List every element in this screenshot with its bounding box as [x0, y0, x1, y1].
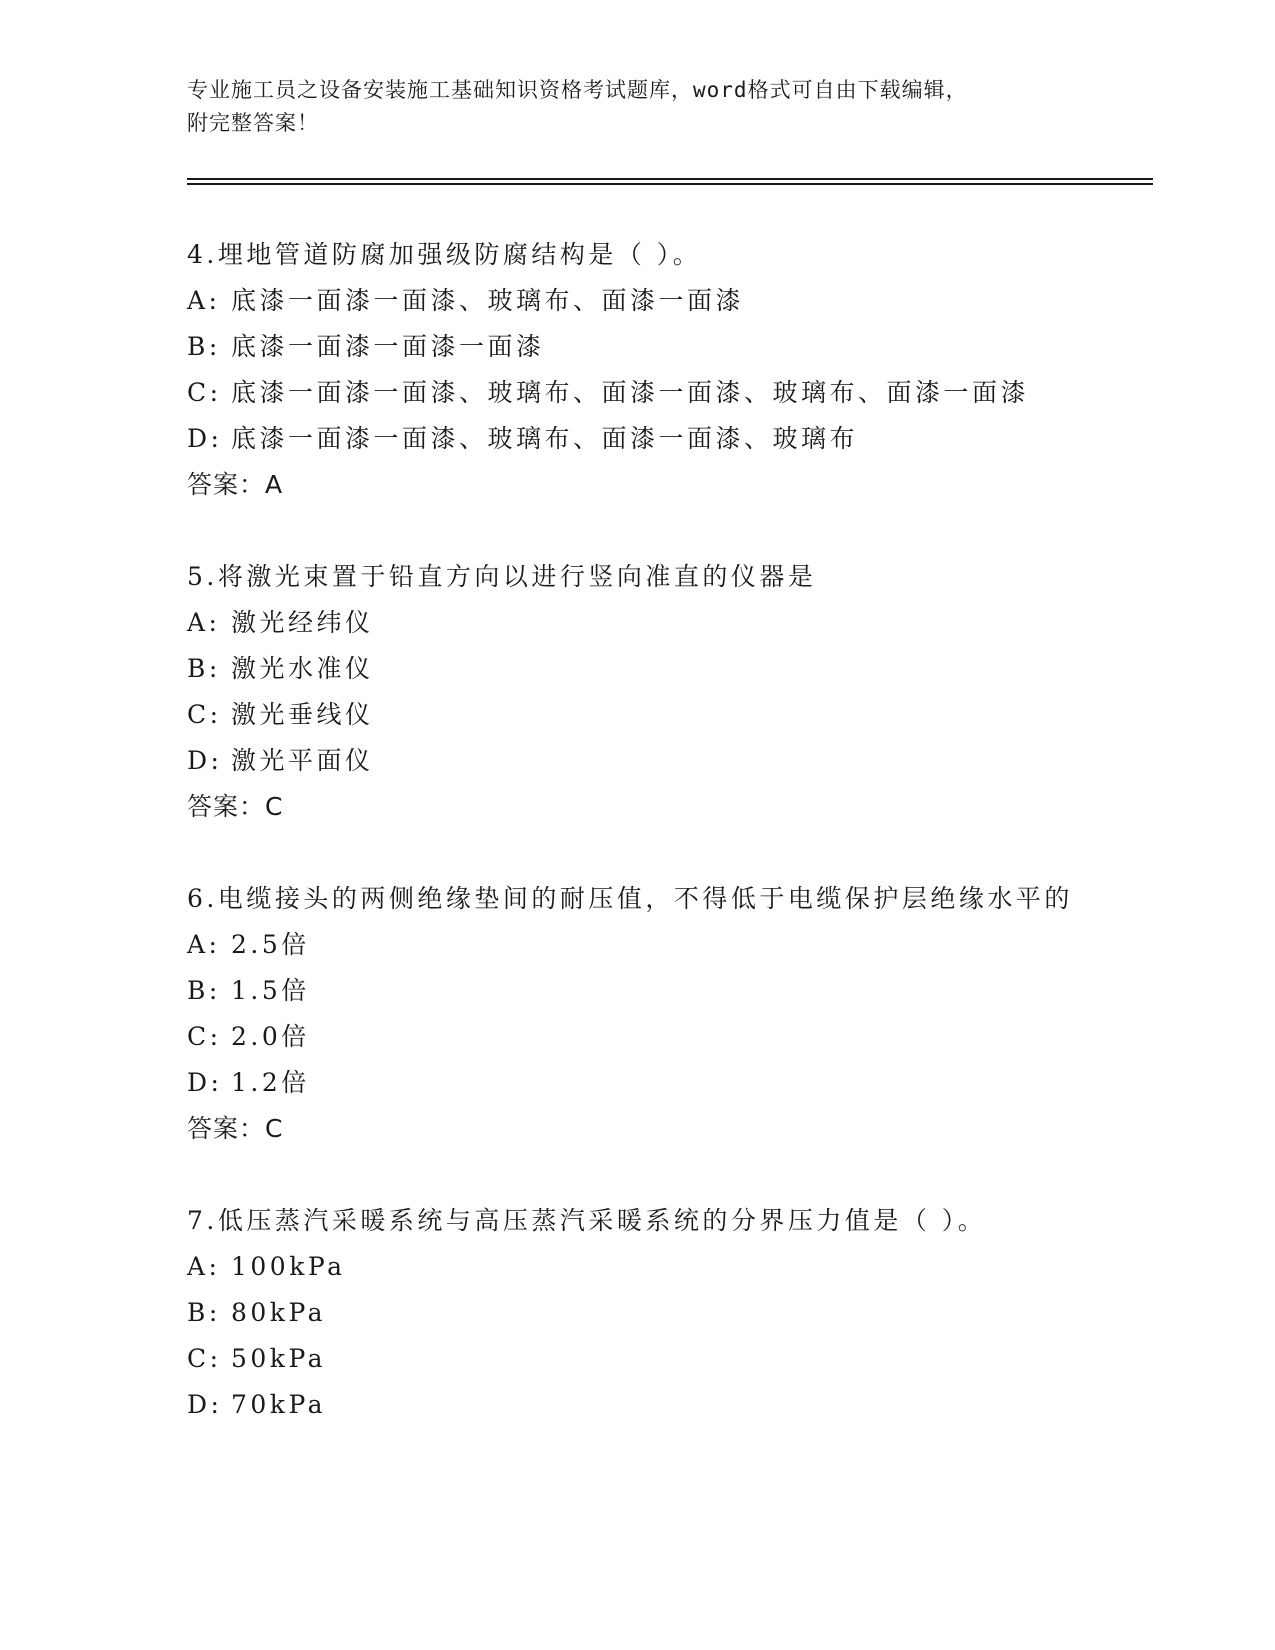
- option-letter: A:: [187, 608, 221, 637]
- header-line-2: 附完整答案！: [187, 111, 319, 135]
- option-b: [187, 646, 1087, 692]
- answer-line: 答案：C: [187, 1114, 284, 1143]
- option-text: 激光垂线仪: [231, 700, 374, 729]
- option-d: [187, 738, 1087, 784]
- answer-line: 答案：C: [187, 792, 284, 821]
- option-d: [187, 1060, 1087, 1106]
- option-letter: B:: [187, 1298, 221, 1327]
- question-6: [187, 876, 1087, 1152]
- option-text: 激光水准仪: [231, 654, 374, 683]
- option-c: [187, 692, 1087, 738]
- option-letter: C:: [187, 1022, 222, 1051]
- option-letter: C:: [187, 1344, 222, 1373]
- option-d: [187, 1382, 1087, 1428]
- question-4: [187, 232, 1087, 508]
- option-a: [187, 922, 1087, 968]
- option-letter: D:: [187, 746, 223, 775]
- option-letter: A:: [187, 1252, 221, 1281]
- option-a: [187, 600, 1087, 646]
- question-title: 6.电缆接头的两侧绝缘垫间的耐压值，不得低于电缆保护层绝缘水平的: [187, 884, 1073, 913]
- option-c: [187, 370, 1087, 416]
- option-text: 激光经纬仪: [231, 608, 374, 637]
- option-a: [187, 278, 1087, 324]
- option-text: 70kPa: [231, 1390, 327, 1419]
- option-d: [187, 416, 1087, 462]
- option-text: 底漆一面漆一面漆、玻璃布、面漆一面漆、玻璃布: [231, 424, 859, 453]
- option-c: [187, 1336, 1087, 1382]
- question-7: [187, 1198, 1087, 1428]
- option-letter: D:: [187, 1068, 223, 1097]
- option-letter: A:: [187, 930, 221, 959]
- question-5: [187, 554, 1087, 830]
- question-title: 4.埋地管道防腐加强级防腐结构是（ ）。: [187, 240, 702, 269]
- option-b: [187, 968, 1087, 1014]
- option-letter: A:: [187, 286, 221, 315]
- option-text: 激光平面仪: [231, 746, 374, 775]
- option-letter: B:: [187, 976, 221, 1005]
- option-text: 80kPa: [231, 1298, 327, 1327]
- option-letter: B:: [187, 654, 221, 683]
- document-header: [187, 74, 1067, 140]
- option-letter: D:: [187, 424, 223, 453]
- option-text: 底漆一面漆一面漆一面漆: [231, 332, 545, 361]
- header-divider-bottom: [187, 183, 1153, 185]
- option-c: [187, 1014, 1087, 1060]
- question-title: 5.将激光束置于铅直方向以进行竖向准直的仪器是: [187, 562, 817, 591]
- option-letter: C:: [187, 700, 222, 729]
- question-list: [187, 232, 1087, 1474]
- option-b: [187, 324, 1087, 370]
- option-a: [187, 1244, 1087, 1290]
- option-text: 2.5倍: [231, 930, 310, 959]
- option-letter: C:: [187, 378, 222, 407]
- option-letter: B:: [187, 332, 221, 361]
- option-text: 底漆一面漆一面漆、玻璃布、面漆一面漆: [231, 286, 745, 315]
- option-text: 1.2倍: [231, 1068, 310, 1097]
- option-text: 2.0倍: [231, 1022, 310, 1051]
- option-text: 底漆一面漆一面漆、玻璃布、面漆一面漆、玻璃布、面漆一面漆: [231, 378, 1030, 407]
- header-line-1: 专业施工员之设备安装施工基础知识资格考试题库，word格式可自由下载编辑，: [187, 78, 968, 102]
- header-divider-top: [187, 178, 1153, 180]
- option-text: 1.5倍: [231, 976, 310, 1005]
- option-text: 100kPa: [231, 1252, 346, 1281]
- option-letter: D:: [187, 1390, 223, 1419]
- option-text: 50kPa: [231, 1344, 327, 1373]
- question-title: 7.低压蒸汽采暖系统与高压蒸汽采暖系统的分界压力值是（ ）。: [187, 1206, 987, 1235]
- option-b: [187, 1290, 1087, 1336]
- answer-line: 答案：A: [187, 470, 284, 499]
